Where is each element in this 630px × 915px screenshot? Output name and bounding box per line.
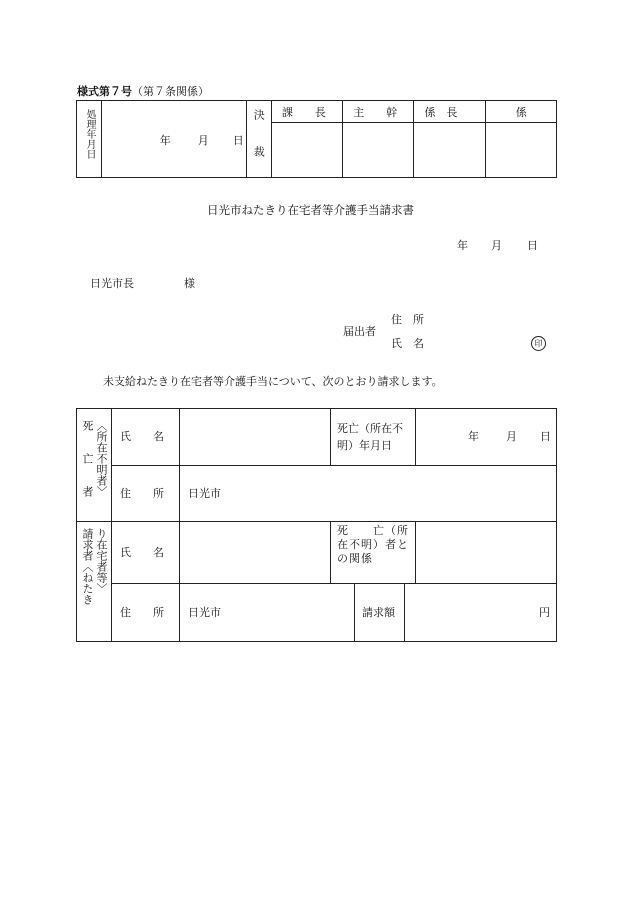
role-cell-staff [485, 101, 556, 123]
deceased-address-label: 住 所 [120, 487, 164, 500]
submission-day: 日 [527, 239, 538, 252]
claimant-section-label: 請求者〈ねたき [81, 528, 94, 605]
role-section-chief: 課 長 [281, 106, 326, 119]
applicant-name-label: 氏 名 [391, 337, 424, 350]
stamp-box-section-chief[interactable] [271, 123, 342, 178]
role-cell-section-chief [271, 101, 342, 123]
processing-date-cell[interactable] [101, 101, 246, 178]
form-reference: （第７条関係） [132, 85, 209, 98]
stamp-box-staff[interactable] [485, 123, 556, 178]
claimant-address-value[interactable]: 日光市 [188, 606, 221, 619]
processing-month: 月 [197, 134, 209, 147]
claim-amount-label: 請求額 [362, 606, 395, 619]
deceased-section-label: 死亡者 [81, 420, 94, 519]
decision-label-cell [247, 101, 272, 183]
processing-date-label: 処理年月日 [84, 109, 95, 159]
seal-mark: 印 [531, 336, 546, 351]
death-year: 年 [468, 430, 479, 443]
processing-day: 日 [232, 134, 244, 147]
applicant-label: 届出者 [343, 325, 376, 338]
role-cell-supervisor [343, 101, 414, 123]
form-number: 様式第７号 [77, 85, 132, 98]
death-date-label: 死亡（所在不明）年月日 [337, 422, 403, 452]
death-month: 月 [506, 430, 517, 443]
claim-amount-unit: 円 [539, 606, 550, 619]
addressee: 日光市長 [90, 277, 134, 290]
relation-label: 死 亡（所在不明）者との関係 [337, 524, 409, 565]
applicant-address-label: 住 所 [391, 313, 424, 326]
processing-date-label-cell [77, 101, 102, 178]
submission-month: 月 [491, 239, 502, 252]
request-statement: 未支給ねたきり在宅者等介護手当について、次のとおり請求します。 [103, 375, 443, 388]
death-day: 日 [540, 430, 551, 443]
deceased-address-value[interactable]: 日光市 [188, 487, 221, 500]
document-title: 日光市ねたきり在宅者等介護手当請求書 [207, 203, 414, 217]
processing-year: 年 [159, 134, 171, 147]
approval-table [76, 100, 557, 183]
deceased-name-value[interactable] [188, 431, 326, 443]
role-staff: 係 [515, 106, 527, 119]
role-supervisor: 主 幹 [353, 106, 398, 119]
claimant-name-label: 氏 名 [120, 546, 164, 559]
deceased-section-sub: 〈所在不明者〉 [95, 420, 108, 497]
stamp-box-unit-chief[interactable] [414, 123, 485, 178]
claimant-address-label: 住 所 [120, 606, 164, 619]
claimant-section-sub: り在宅者等〉 [95, 528, 108, 594]
decision-label: 決裁 [252, 109, 266, 183]
honorific: 様 [184, 277, 195, 290]
stamp-box-supervisor[interactable] [343, 123, 414, 178]
deceased-name-label: 氏 名 [120, 430, 164, 443]
role-unit-chief: 係 長 [424, 106, 458, 119]
role-cell-unit-chief [414, 101, 485, 123]
claimant-name-value[interactable] [188, 547, 326, 559]
submission-year: 年 [457, 239, 468, 252]
main-table [76, 408, 557, 642]
